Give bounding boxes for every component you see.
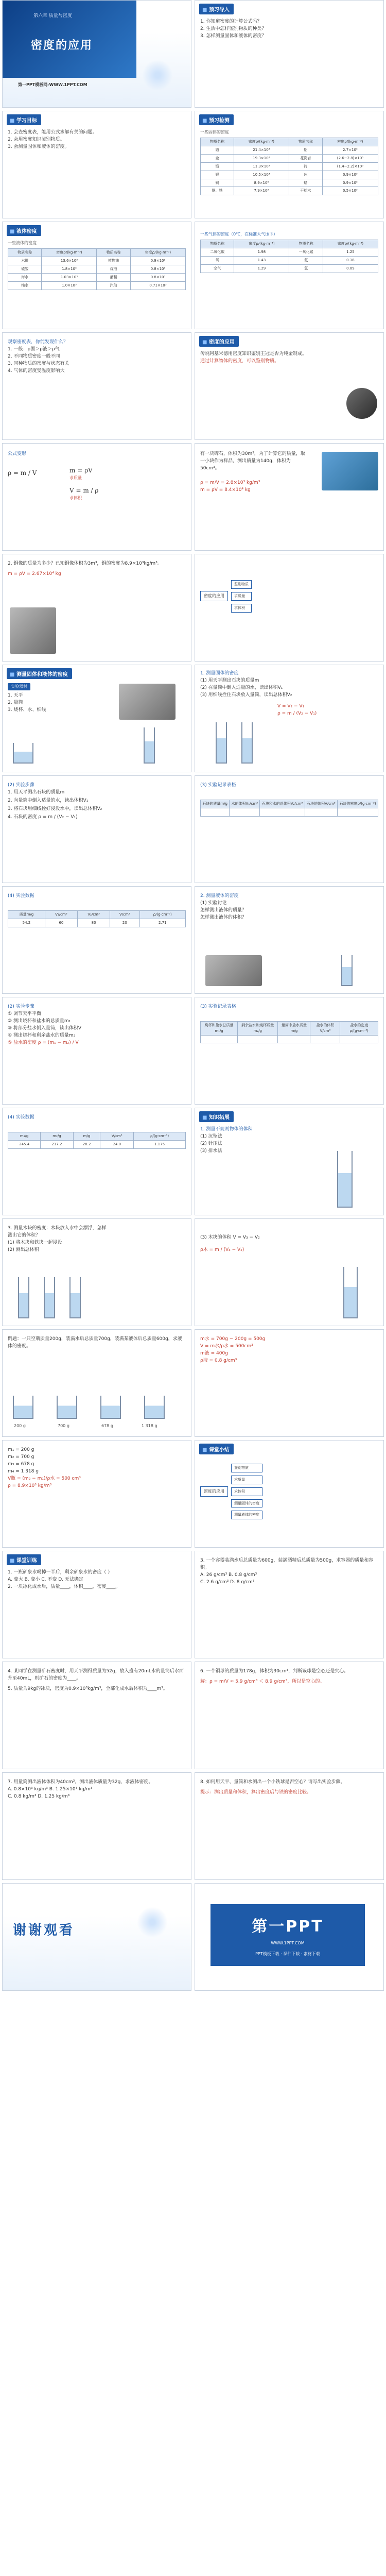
summary-tree — [200, 1464, 378, 1519]
slide-row-2 — [0, 111, 386, 218]
steps-title: (2) 实验步骤 — [8, 783, 34, 788]
practice-slide[interactable] — [2, 1551, 191, 1658]
slide-row-10 — [0, 997, 386, 1105]
practice-line: A. 26 g/cm³ B. 0.8 g/cm³ — [200, 1572, 257, 1578]
cylinder-icon — [343, 1267, 358, 1318]
table-heading: 一些液体的密度 — [8, 241, 37, 245]
review-slide[interactable] — [195, 111, 384, 218]
practice-line: 3. 一个容器装满水后总质量为600g，装满酒精后总质量为500g，求容器的质量和容积。 — [200, 1558, 374, 1570]
calc-line: m₄ = 1 318 g — [8, 1468, 39, 1474]
practice4-slide[interactable] — [195, 1662, 384, 1769]
steps-slide[interactable] — [2, 775, 191, 883]
observe-line: 4. 气体的密度受温度影响大 — [8, 368, 65, 374]
cylinder-icon — [144, 727, 155, 764]
slide-tag: ■ 预习导入 — [199, 4, 234, 14]
irregular-line: (3) 排水法 — [200, 1148, 222, 1154]
tree-branch: 求质量 — [231, 592, 252, 601]
slide-row-16 — [0, 1662, 386, 1769]
liquid-record-slide[interactable] — [195, 997, 384, 1105]
record-data-slide[interactable] — [2, 886, 191, 994]
record-table: 石块的质量m/g 水的体积V₁/cm³ 石块和水的总体积V₂/cm³ 石块的体积V/cm³ 石块的密度ρ/(g·cm⁻³) — [200, 800, 378, 817]
tree-root: 密度的应用 — [200, 1486, 228, 1497]
slide-tag: ■ 液体密度 — [7, 225, 41, 236]
bottle-answer-line: m液 = 400g — [200, 1350, 228, 1356]
slide-row-6 — [0, 554, 386, 662]
table-row: 钢、铁 7.9×10³ 干松木 0.5×10³ — [201, 187, 378, 195]
wood-answer-formula: ρ木 = m / (V₃ − V₂) — [200, 1247, 244, 1252]
liquid-data-table: m₁/g m₂/g m/g V/cm³ ρ/(g·cm⁻³) 245.4 217.2 28.2 24.0 1.175 — [8, 1132, 186, 1149]
bottle-answer-line: V = m水/ρ水 = 500cm³ — [200, 1343, 253, 1349]
practice-line: 2. 一块冰化成水后，质量____，体积____，密度____。 — [8, 1584, 120, 1589]
wood-answer-slide[interactable] — [195, 1218, 384, 1326]
liquid-data-title: (4) 实验数据 — [8, 1115, 34, 1120]
irregular-title: 1. 测量不规则物体的体积 — [200, 1127, 253, 1132]
formula-volume: V = m / ρ — [69, 486, 99, 494]
calc-line: ρ = 8.9×10³ kg/m³ — [8, 1483, 52, 1488]
thanks-text: 谢谢观看 — [13, 1923, 75, 1938]
tree-branch: 测量液体的密度 — [231, 1511, 262, 1519]
irregular-slide[interactable] — [195, 1108, 384, 1215]
intro-line: 3. 怎样测量固体和液体的密度？ — [200, 33, 267, 39]
bottles-text: 例题：一只空瓶质量200g，装满水后总质量700g，装满某液体后总质量600g，求液体的密度。 — [8, 1336, 182, 1349]
gas-density-table: 物质名称 密度ρ/(kg·m⁻³) 物质名称 密度ρ/(kg·m⁻³) 二氧化碳 1.98 一氧化碳 1.25 氧 1.43 氦 0.18 空气 1.29 氢 0.09 — [200, 240, 378, 273]
step-line: ① 调节天平平衡 — [8, 1011, 41, 1016]
intro-line: 2. 生活中怎样鉴别物质的种类？ — [200, 26, 267, 31]
step-line: 2. 向量筒中倒入适量的水，读出体积V₁ — [8, 798, 89, 803]
thanks-slide[interactable] — [2, 1883, 191, 1991]
bottle-mass-label: 678 g — [101, 1423, 113, 1428]
measure-tool-slide[interactable] — [195, 665, 384, 772]
statue-picture — [10, 607, 56, 654]
formula-density: ρ = m / (V₂ − V₁) — [277, 710, 317, 716]
slide-row-15 — [0, 1551, 386, 1658]
record-title: (3) 实验记录表格 — [200, 783, 236, 788]
calc-line: m₂ = 700 g — [8, 1454, 34, 1460]
tree-branch: 求体积 — [231, 604, 252, 613]
brand-logo: 第一PPT — [252, 1918, 324, 1936]
slide-tag: ■ 测量固体和液体的密度 — [7, 668, 72, 679]
beaker-icon — [13, 1396, 33, 1419]
application-tree-slide[interactable] — [195, 554, 384, 662]
crown-note: 通过计算物体的密度，可以鉴别物质。 — [200, 358, 279, 364]
wood-slide[interactable] — [2, 1218, 191, 1326]
dandelion-icon — [134, 1904, 170, 1940]
cylinder-icon — [216, 722, 227, 764]
table-row: 245.4 217.2 28.2 24.0 1.175 — [8, 1140, 186, 1148]
lake-answer-2: m = ρV = 8.4×10⁴ kg — [200, 487, 251, 493]
slide-tag: ■ 课堂小结 — [199, 1444, 234, 1454]
equipment-item: 1. 天平 — [8, 693, 23, 699]
section-pill: 实验器材 — [8, 683, 30, 690]
table-heading: 一些固体的密度 — [200, 130, 229, 134]
practice3-slide[interactable] — [2, 1662, 191, 1769]
slide-row-12 — [0, 1218, 386, 1326]
summary-slide[interactable] — [195, 1440, 384, 1548]
intro-line: 1. 你知道密度的计算公式吗？ — [200, 19, 262, 24]
measure-title: 1. 测量固体的密度 — [200, 671, 239, 676]
practice-line: 5. 质量为9kg的冰块，密度为0.9×10³kg/m³，全部化成水后体积为____m³。 — [8, 1686, 168, 1691]
step-line: 3. 将石块用细线拴好浸没水中，读出总体积V₂ — [8, 806, 102, 811]
calc-line: m₃ = 678 g — [8, 1461, 34, 1467]
calc-line: m₁ = 200 g — [8, 1447, 34, 1452]
crown-picture — [346, 388, 377, 419]
beaker-icon — [100, 1396, 121, 1419]
practice-line: A. 0.8×10³ kg/m³ B. 1.25×10³ kg/m³ — [8, 1786, 93, 1792]
tree-branch: 鉴别物质 — [231, 580, 252, 589]
statue-slide[interactable] — [2, 554, 191, 662]
liquid-data-slide[interactable] — [2, 1108, 191, 1215]
practice-line: C. 2.6 g/cm³ D. 8 g/cm³ — [200, 1579, 255, 1585]
slide-row-8 — [0, 775, 386, 883]
practice-line: 解：ρ = m/V ≈ 5.9 g/cm³ ＜ 8.9 g/cm³，所以是空心的。 — [200, 1679, 325, 1684]
practice-line: A. 变大 B. 变小 C. 不变 D. 无法确定 — [8, 1577, 83, 1582]
wood-text: 3. 测量木块的密度：木块放入水中会漂浮，怎样测出它的体积？ — [8, 1226, 107, 1238]
record-data-table: 质量m/g V₁/cm³ V₂/cm³ V/cm³ ρ/(g·cm⁻³) 54.2 60 80 20 2.71 — [8, 910, 186, 927]
formula-volume-label: 求体积 — [69, 496, 82, 501]
measure-line: (1) 用天平测出石块的质量m — [200, 677, 259, 683]
table-row: 铅 11.3×10³ 砖 (1.4~2.2)×10³ — [201, 162, 378, 171]
practice-line: 8. 如何用天平、量筒和水测出一个小铁球是否空心？请写出实验步骤。 — [200, 1780, 345, 1785]
step-line: ④ 测出烧杯和剩余盐水的质量m₂ — [8, 1032, 76, 1038]
liquid-density-table: 物质名称 密度ρ/(kg·m⁻³) 物质名称 密度ρ/(kg·m⁻³) 水银 13.6×10³ 植物油 0.9×10³ 硫酸 1.8×10³ 煤油 0.8×10³ 海水 1.03×10³ 酒精 0.8×10³ 纯水 1.0×10³ 汽油 0.71×10³ — [8, 248, 186, 290]
step-line: 1. 用天平测出石块的质量m — [8, 789, 65, 795]
goal-line: 3. 会测量固体和液体的密度。 — [8, 144, 69, 149]
slide-row-1 — [0, 0, 386, 108]
brand-box — [210, 1904, 365, 1966]
wood-answer-text: (3) 木块的体积 V = V₃ − V₂ — [200, 1235, 260, 1240]
cylinder-icon — [18, 1277, 29, 1318]
slide-tag: ■ 课堂训练 — [7, 1554, 41, 1565]
slide-tag: ■ 预习检测 — [199, 114, 234, 125]
practice5-slide[interactable] — [2, 1772, 191, 1880]
table-row: 氧 1.43 氦 0.18 — [201, 257, 378, 265]
slide-row-17 — [0, 1772, 386, 1880]
calc-line: V瓶 = (m₂ − m₁)/ρ水 = 500 cm³ — [8, 1476, 81, 1481]
practice-line: 7. 用量筒测出液体体积为40cm³，测出液体质量为32g，求液体密度。 — [8, 1780, 153, 1785]
liquid-record-table: 烧杯和盐水总质量m₁/g 剩余盐水和烧杯质量m₂/g 量筒中盐水质量m/g 盐水的体积V/cm³ 盐水的密度ρ/(g·cm⁻³) — [200, 1021, 378, 1044]
irregular-line: (1) 沉坠法 — [200, 1133, 222, 1139]
record-data-title: (4) 实验数据 — [8, 893, 34, 899]
table-heading: 一些气体的密度（0℃，在标准大气压下） — [200, 232, 278, 236]
formula-volume-diff: V = V₂ − V₁ — [277, 703, 305, 709]
step-line: ② 测出烧杯和盐水的总质量m₁ — [8, 1018, 71, 1024]
table-row: 金 19.3×10³ 花岗岩 (2.6~2.8)×10³ — [201, 155, 378, 163]
slide-row-4 — [0, 332, 386, 440]
cylinder-icon — [341, 955, 353, 986]
table-row: 二氧化碳 1.98 一氧化碳 1.25 — [201, 248, 378, 257]
irregular-line: (2) 针压法 — [200, 1141, 222, 1146]
record-table-slide[interactable] — [195, 775, 384, 883]
table-row: 硫酸 1.8×10³ 煤油 0.8×10³ — [8, 265, 186, 274]
liquid-question: (1) 实验讨论 — [200, 900, 227, 906]
practice-line: 提示：测出质量和体积，算出密度后与铁的密度比较。 — [200, 1789, 312, 1795]
table-row: 海水 1.03×10³ 酒精 0.8×10³ — [8, 273, 186, 281]
table-row — [201, 808, 378, 816]
cover-chapter: 第六章 质量与密度 — [33, 13, 72, 19]
table-row: 空气 1.29 氢 0.09 — [201, 264, 378, 273]
practice-line: C. 0.8 kg/m³ D. 1.25 kg/m³ — [8, 1793, 70, 1799]
step-line: ③ 将部分盐水倒入量筒，读出体积V — [8, 1025, 82, 1031]
slide-row-11 — [0, 1108, 386, 1215]
observe-slide[interactable] — [2, 332, 191, 440]
step-line: 4. 石块的密度 ρ = m / (V₂ − V₁) — [8, 814, 78, 820]
cylinder-icon — [337, 1151, 353, 1208]
cylinder-icon — [241, 722, 253, 764]
observe-title: 观察密度表，你能发现什么？ — [8, 340, 68, 345]
practice-line: 4. 某同学在测量矿石密度时，用天平测得质量为52g，放入盛有20mL水的量筒后水面升至40mL，则矿石的密度为____。 — [8, 1669, 184, 1681]
solid-density-table: 物质名称 密度ρ/(kg·m⁻³) 物质名称 密度ρ/(kg·m⁻³) 铂 21.4×10³ 铝 2.7×10³ 金 19.3×10³ 花岗岩 (2.6~2.8)×10³ 铅 11.3×10³ 砖 (1.4~2.2)×10³ 银 10.5×10³ 冰 0.9×10³ 铜 8.9×10³ 蜡 0.9×10³ 钢、铁 7.9×10³ 干松木 0.5×10³ — [200, 138, 378, 195]
liquid-title: 2. 测量液体的密度 — [200, 893, 239, 899]
goal-line: 1. 会查密度表，能用公式求解有关的问题。 — [8, 130, 97, 135]
wood-line: (1) 将木块和铁块一起浸没 — [8, 1240, 62, 1245]
table-row: 铂 21.4×10³ 铝 2.7×10³ — [201, 146, 378, 155]
formula-mass: m = ρV — [69, 466, 93, 474]
slide-row-14 — [0, 1440, 386, 1548]
bottle-answer-line: m水 = 700g − 200g = 500g — [200, 1336, 266, 1342]
bottles-slide[interactable] — [2, 1329, 191, 1437]
table-row: 54.2 60 80 20 2.71 — [8, 919, 186, 927]
table-row: 水银 13.6×10³ 植物油 0.9×10³ — [8, 257, 186, 265]
table-row: 银 10.5×10³ 冰 0.9×10³ — [201, 171, 378, 179]
bottle-answer-line: ρ液 = 0.8 g/cm³ — [200, 1358, 237, 1363]
measure-solid-slide[interactable] — [2, 665, 191, 772]
practice2-slide[interactable] — [195, 1551, 384, 1658]
slide-tag: ■ 知识拓展 — [199, 1111, 234, 1122]
bottle-mass-label: 700 g — [58, 1423, 69, 1428]
crown-text: 传说阿基米德用密度知识鉴别王冠是否为纯金制成。 — [200, 351, 307, 357]
formula-title: 公式变形 — [8, 451, 27, 456]
liquid-measure-slide[interactable] — [195, 886, 384, 994]
practice-line: 1. 一瓶矿泉水喝掉一半后，剩余矿泉水的密度（ ） — [8, 1570, 113, 1575]
formula-main: ρ = m / V — [8, 469, 37, 477]
application-tree — [200, 580, 378, 613]
cover-title: 密度的应用 — [31, 39, 93, 52]
lake-picture — [322, 452, 378, 490]
cover-site: 第一PPT模板网-WWW.1PPT.COM — [18, 82, 87, 87]
cylinder-icon — [44, 1277, 55, 1318]
practice6-slide[interactable] — [195, 1772, 384, 1880]
table-row — [201, 1035, 378, 1043]
cover-slide[interactable] — [2, 0, 191, 108]
equipment-item: 3. 烧杯、水、细线 — [8, 707, 46, 713]
slide-row-7 — [0, 665, 386, 772]
observe-line: 1. 一般：ρ固＞ρ液＞ρ气 — [8, 346, 60, 352]
slide-tag: ■ 密度的应用 — [199, 336, 239, 347]
crown-slide[interactable] — [195, 332, 384, 440]
formula-mass-label: 求质量 — [69, 476, 82, 481]
bottle-mass-label: 200 g — [14, 1423, 26, 1428]
liquid-line: 怎样测出液体的质量？ — [200, 907, 247, 913]
liquid-density-slide[interactable] — [2, 222, 191, 329]
wood-line: (2) 测出总体积 — [8, 1247, 39, 1252]
intro-slide[interactable] — [195, 0, 384, 108]
observe-line: 2. 不同物质密度一般不同 — [8, 353, 60, 359]
brand-site[interactable]: WWW.1PPT.COM — [271, 1941, 305, 1945]
measure-line: (3) 用细线拴住石块放入量筒，读出总体积V₂ — [200, 692, 292, 698]
practice-line: 6. 一个铜球的质量为178g，体积为30cm³，判断该球是空心还是实心。 — [200, 1669, 349, 1674]
liquid-steps-slide[interactable] — [2, 997, 191, 1105]
beaker-icon — [57, 1396, 77, 1419]
beaker-icon — [13, 743, 33, 764]
lake-slide[interactable] — [195, 443, 384, 551]
equipment-item: 2. 量筒 — [8, 700, 23, 706]
liquid-steps-title: (2) 实验步骤 — [8, 1004, 34, 1009]
tree-branch: 求质量 — [231, 1476, 262, 1484]
bottle-answer-slide[interactable] — [195, 1329, 384, 1437]
dandelion-icon — [139, 57, 176, 93]
bottle-calc-slide[interactable] — [2, 1440, 191, 1548]
balance-picture — [205, 955, 262, 986]
formula-slide[interactable] — [2, 443, 191, 551]
liquid-line: 怎样测出液体的体积？ — [200, 914, 247, 920]
tree-branch: 求体积 — [231, 1487, 262, 1496]
table-row: 铜 8.9×10³ 蜡 0.9×10³ — [201, 179, 378, 187]
slide-row-5 — [0, 443, 386, 551]
observe-line: 3. 同种物质的密度与状态有关 — [8, 361, 69, 366]
tree-branch: 测量固体的密度 — [231, 1499, 262, 1508]
measure-line: (2) 在量筒中倒入适量的水，读出体积V₁ — [200, 685, 283, 690]
slide-row-9 — [0, 886, 386, 994]
lake-text: 有一块碑石，体积为30m³，为了计算它的质量，取一小块作为样品，测出质量为140g，体积为50cm³。 — [200, 451, 305, 471]
bottle-mass-label: 1 318 g — [142, 1423, 157, 1428]
goals-slide[interactable] — [2, 111, 191, 218]
statue-answer: m = ρV = 2.67×10⁴ kg — [8, 571, 61, 577]
slide-row-18 — [0, 1883, 386, 1991]
slide-row-3 — [0, 222, 386, 329]
tree-root: 密度的应用 — [200, 591, 228, 601]
goal-line: 2. 会用密度知识鉴别物质。 — [8, 137, 65, 142]
tree-branch: 鉴别物质 — [231, 1464, 262, 1472]
slide-tag: ■ 学习目标 — [7, 114, 41, 125]
gas-density-slide[interactable] — [195, 222, 384, 329]
step-line: ⑤ 盐水的密度 ρ = (m₁ − m₂) / V — [8, 1040, 79, 1045]
balance-picture — [119, 684, 176, 720]
statue-text: 2. 铜像的质量为多少？已知铜像体积为3m³，铜的密度为8.9×10³kg/m³。 — [8, 561, 162, 566]
brand-slogan: PPT模板下载 · 课件下载 · 素材下载 — [255, 1951, 320, 1956]
liquid-record-title: (3) 实验记录表格 — [200, 1004, 236, 1009]
brand-slide[interactable] — [195, 1883, 384, 1991]
slide-row-13 — [0, 1329, 386, 1437]
beaker-icon — [144, 1396, 165, 1419]
table-row: 纯水 1.0×10³ 汽油 0.71×10³ — [8, 281, 186, 290]
cylinder-icon — [69, 1277, 81, 1318]
lake-answer: ρ = m/V = 2.8×10³ kg/m³ — [200, 480, 260, 485]
